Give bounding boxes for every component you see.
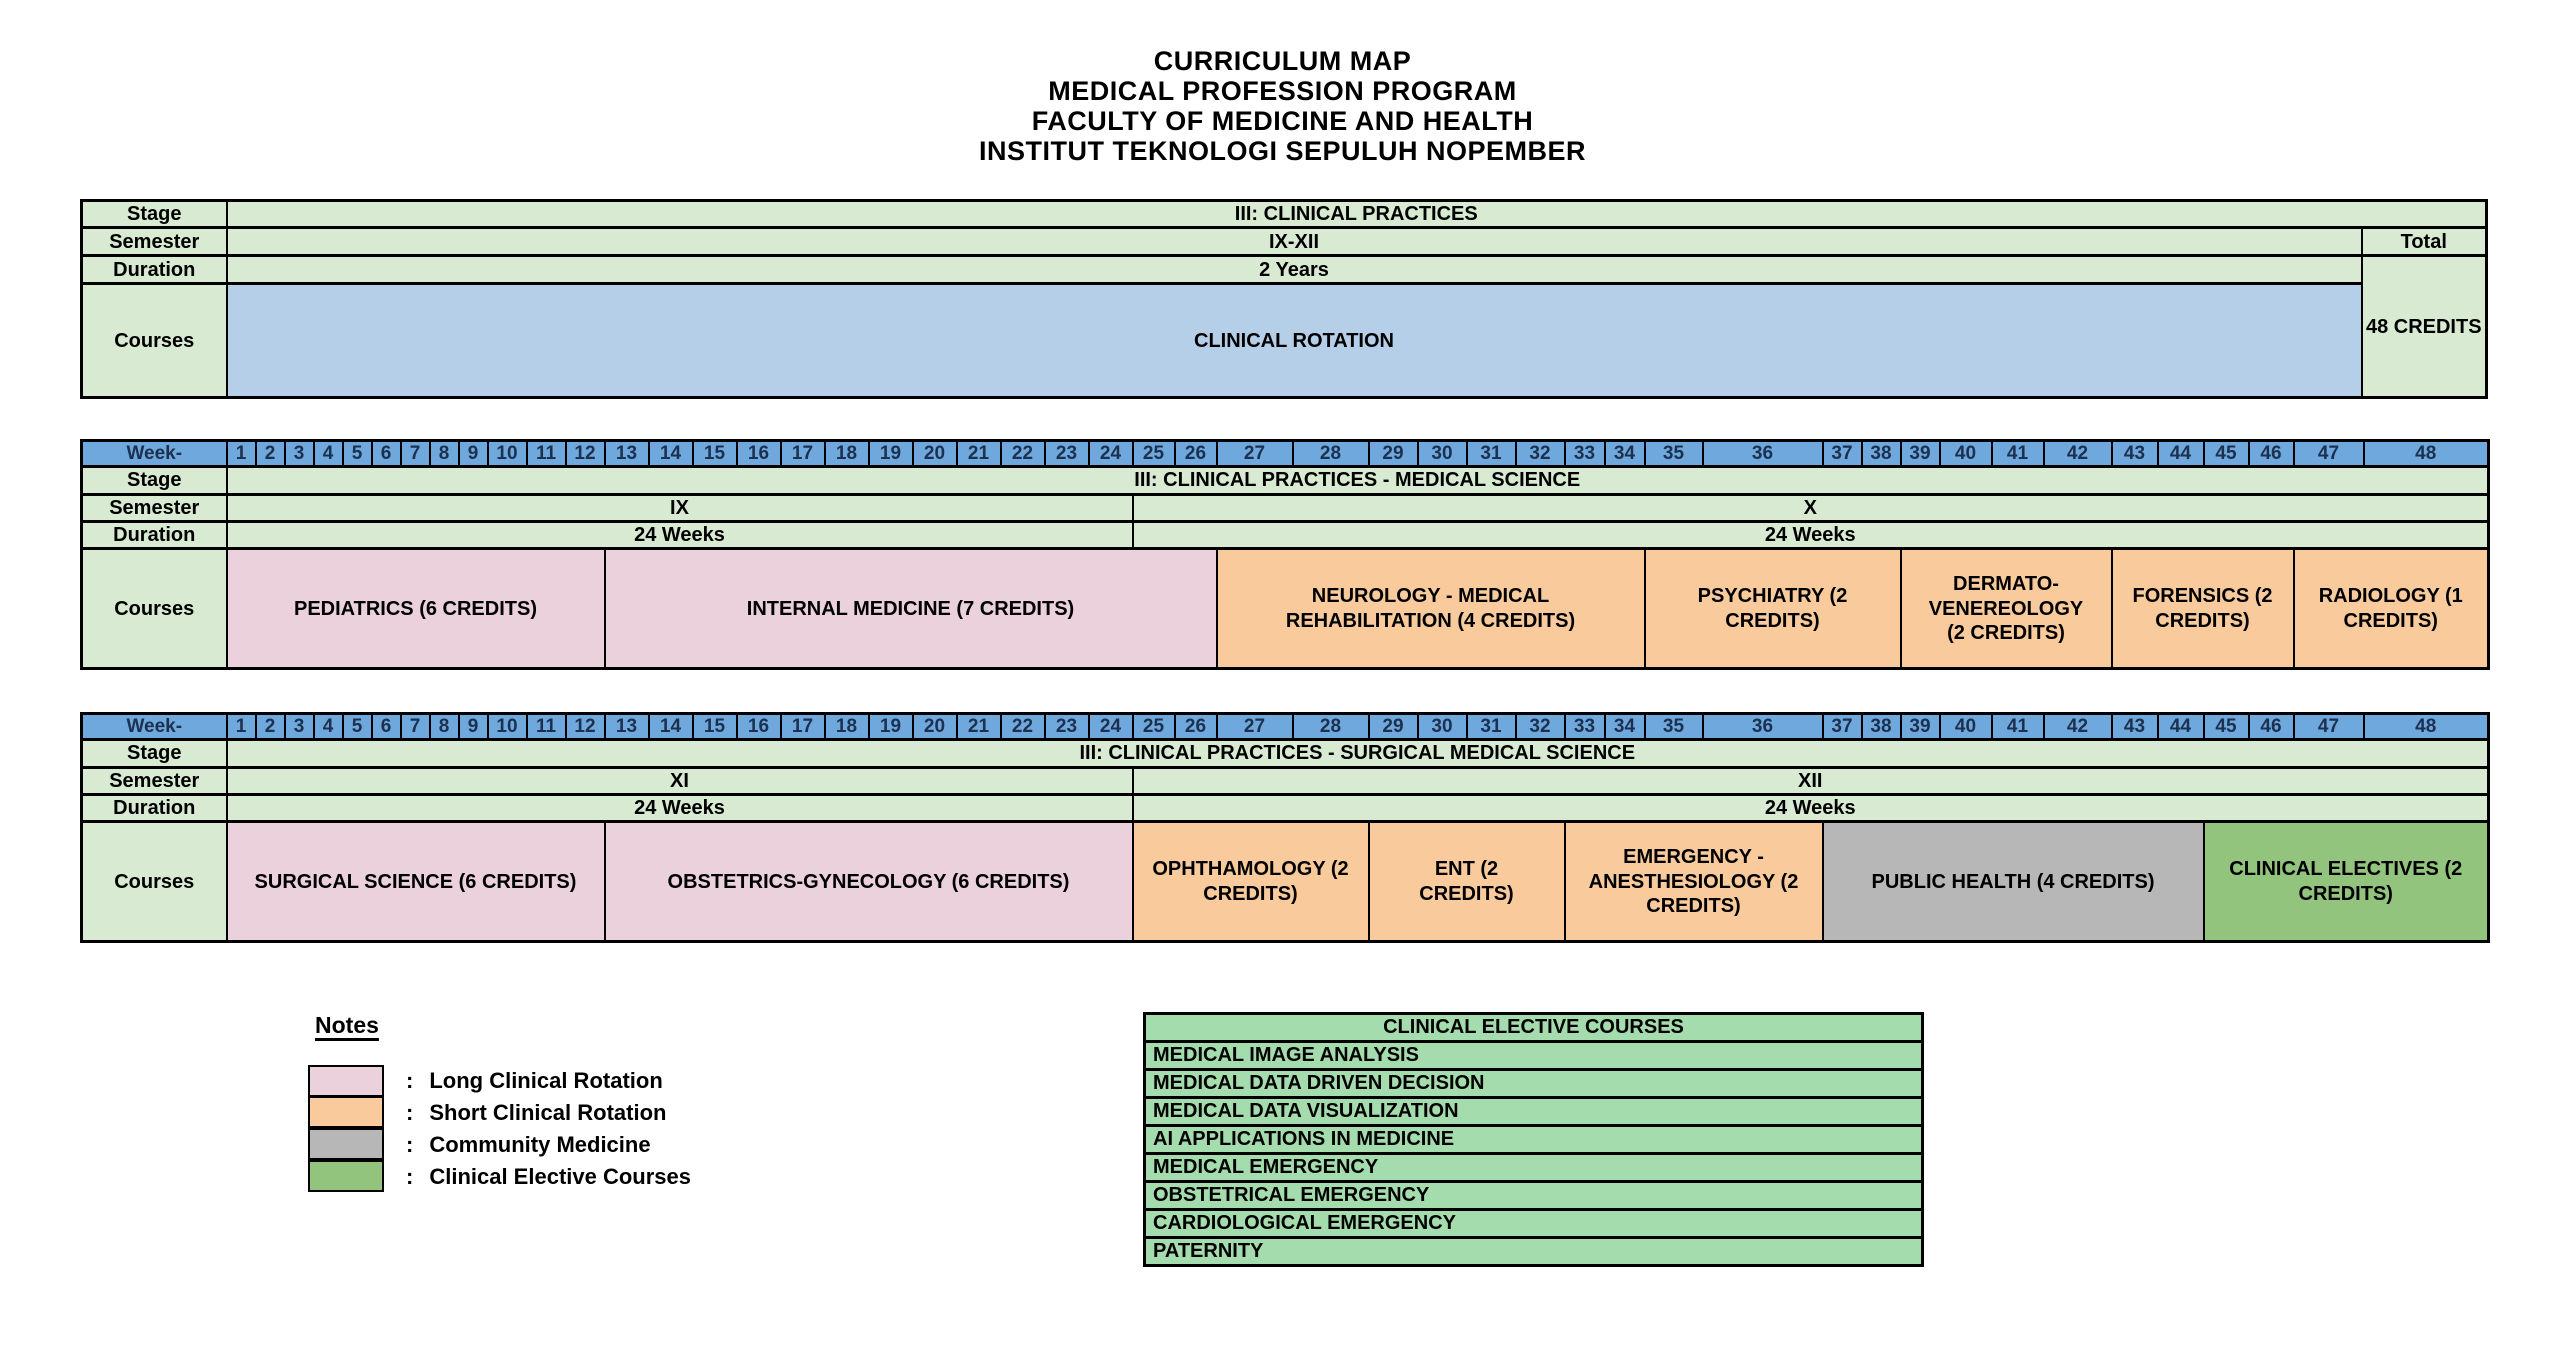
week-cell: 8 <box>430 714 459 740</box>
course-cell: NEUROLOGY - MEDICAL REHABILITATION (4 CREDITS) <box>1217 549 1645 669</box>
stage-row-label: Stage <box>82 467 227 494</box>
elective-table-header: CLINICAL ELECTIVE COURSES <box>1145 1014 1923 1042</box>
week-cell: 22 <box>1001 714 1045 740</box>
week-cell: 38 <box>1862 714 1901 740</box>
title-line-4: INSTITUT TEKNOLOGI SEPULUH NOPEMBER <box>978 136 1587 166</box>
week-cell: 10 <box>488 714 527 740</box>
week-cell: 21 <box>957 714 1001 740</box>
week-cell: 35 <box>1645 714 1703 740</box>
week-cell: 43 <box>2112 441 2158 467</box>
course-cell: ENT (2 CREDITS) <box>1369 822 1565 942</box>
week-cell: 42 <box>2044 714 2112 740</box>
week-cell: 29 <box>1369 441 1418 467</box>
title-line-3: FACULTY OF MEDICINE AND HEALTH <box>1031 106 1534 136</box>
week-cell: 2 <box>256 714 285 740</box>
week-cell: 4 <box>314 714 343 740</box>
week-cell: 3 <box>285 441 314 467</box>
week-cell: 33 <box>1565 714 1605 740</box>
week-cell: 6 <box>372 441 401 467</box>
week-cell: 40 <box>1940 441 1992 467</box>
week-cell: 47 <box>2294 441 2364 467</box>
week-cell: 45 <box>2204 441 2249 467</box>
stage-row-label: Stage <box>82 740 227 767</box>
week-cell: 19 <box>869 714 913 740</box>
week-cell: 31 <box>1467 714 1516 740</box>
week-cell: 12 <box>566 714 605 740</box>
week-cell: 40 <box>1940 714 1992 740</box>
course-cell: CLINICAL ELECTIVES (2 CREDITS) <box>2204 822 2489 942</box>
legend-label: Short Clinical Rotation <box>429 1100 667 1125</box>
week-cell: 15 <box>693 441 737 467</box>
elective-course-item: MEDICAL IMAGE ANALYSIS <box>1145 1042 1923 1070</box>
duration-value: 24 Weeks <box>227 521 1133 548</box>
week-cell: 30 <box>1418 441 1467 467</box>
week-cell: 23 <box>1045 714 1089 740</box>
legend-swatch-community_medicine <box>308 1128 384 1160</box>
courses-row-label: Courses <box>82 284 227 398</box>
title-line-2: MEDICAL PROFESSION PROGRAM <box>1048 76 1517 106</box>
week-cell: 35 <box>1645 441 1703 467</box>
week-cell: 7 <box>401 441 430 467</box>
stage-row-label: Stage <box>82 201 227 228</box>
semester-value: XI <box>227 767 1133 794</box>
stage-value: III: CLINICAL PRACTICES <box>227 201 2487 228</box>
legend-swatch-long_clinical_rotation <box>308 1065 384 1097</box>
week-cell: 23 <box>1045 441 1089 467</box>
legend-label: Clinical Elective Courses <box>429 1164 691 1189</box>
legend-item <box>308 1065 691 1097</box>
week-cell: 11 <box>527 441 566 467</box>
total-header: Total <box>2362 228 2487 256</box>
course-cell: DERMATO-VENEREOLOGY (2 CREDITS) <box>1901 549 2112 669</box>
week-cell: 4 <box>314 441 343 467</box>
week-cell: 25 <box>1133 714 1175 740</box>
duration-row-label: Duration <box>82 256 227 284</box>
week-cell: 26 <box>1175 441 1217 467</box>
week-cell: 2 <box>256 441 285 467</box>
duration-value: 24 Weeks <box>227 794 1133 821</box>
week-cell: 12 <box>566 441 605 467</box>
course-cell: OPHTHAMOLOGY (2 CREDITS) <box>1133 822 1369 942</box>
legend-swatch-short_clinical_rotation <box>308 1096 384 1128</box>
week-cell: 36 <box>1703 441 1823 467</box>
course-cell: RADIOLOGY (1 CREDITS) <box>2294 549 2489 669</box>
legend-colon: : <box>406 1068 414 1093</box>
elective-course-item: MEDICAL DATA DRIVEN DECISION <box>1145 1070 1923 1098</box>
week-cell: 45 <box>2204 714 2249 740</box>
week-cell: 29 <box>1369 714 1418 740</box>
week-cell: 16 <box>737 441 781 467</box>
course-cell: SURGICAL SCIENCE (6 CREDITS) <box>227 822 605 942</box>
week-cell: 32 <box>1516 441 1565 467</box>
course-cell: PEDIATRICS (6 CREDITS) <box>227 549 605 669</box>
week-cell: 37 <box>1823 441 1862 467</box>
week-row-label: Week- <box>82 714 227 740</box>
week-cell: 18 <box>825 441 869 467</box>
surgical-science-schedule-table <box>80 712 2490 943</box>
week-cell: 42 <box>2044 441 2112 467</box>
week-cell: 20 <box>913 714 957 740</box>
elective-course-item: AI APPLICATIONS IN MEDICINE <box>1145 1126 1923 1154</box>
semester-value: XII <box>1133 767 2489 794</box>
semester-value: IX-XII <box>227 228 2362 256</box>
week-cell: 1 <box>227 714 256 740</box>
stage-value: III: CLINICAL PRACTICES - MEDICAL SCIENCE <box>227 467 2489 494</box>
week-cell: 19 <box>869 441 913 467</box>
week-cell: 7 <box>401 714 430 740</box>
legend-item <box>308 1129 691 1161</box>
duration-value: 2 Years <box>227 256 2362 284</box>
legend-rows <box>308 1065 691 1193</box>
stage-value: III: CLINICAL PRACTICES - SURGICAL MEDICAL SCIENCE <box>227 740 2489 767</box>
notes-heading: Notes <box>315 1012 379 1038</box>
week-cell: 34 <box>1605 441 1645 467</box>
week-cell: 43 <box>2112 714 2158 740</box>
course-cell: PUBLIC HEALTH (4 CREDITS) <box>1823 822 2204 942</box>
week-cell: 44 <box>2158 714 2204 740</box>
week-cell: 32 <box>1516 714 1565 740</box>
week-cell: 48 <box>2364 714 2489 740</box>
week-row-label: Week- <box>82 441 227 467</box>
week-cell: 13 <box>605 441 649 467</box>
week-cell: 16 <box>737 714 781 740</box>
week-cell: 1 <box>227 441 256 467</box>
week-cell: 38 <box>1862 441 1901 467</box>
week-cell: 30 <box>1418 714 1467 740</box>
week-cell: 15 <box>693 714 737 740</box>
week-cell: 13 <box>605 714 649 740</box>
clinical-elective-courses-table <box>1143 1012 1924 1267</box>
document-title <box>80 46 2485 166</box>
week-cell: 9 <box>459 714 488 740</box>
week-cell: 48 <box>2364 441 2489 467</box>
week-cell: 27 <box>1217 714 1293 740</box>
elective-course-item: OBSTETRICAL EMERGENCY <box>1145 1182 1923 1210</box>
course-cell: OBSTETRICS-GYNECOLOGY (6 CREDITS) <box>605 822 1133 942</box>
week-cell: 9 <box>459 441 488 467</box>
week-cell: 28 <box>1293 714 1369 740</box>
week-cell: 33 <box>1565 441 1605 467</box>
week-cell: 36 <box>1703 714 1823 740</box>
week-cell: 20 <box>913 441 957 467</box>
course-cell: PSYCHIATRY (2 CREDITS) <box>1645 549 1901 669</box>
week-cell: 39 <box>1901 714 1940 740</box>
week-cell: 41 <box>1992 714 2044 740</box>
title-line-1: CURRICULUM MAP <box>1153 46 1412 76</box>
week-cell: 5 <box>343 441 372 467</box>
week-cell: 3 <box>285 714 314 740</box>
week-cell: 39 <box>1901 441 1940 467</box>
week-cell: 5 <box>343 714 372 740</box>
week-cell: 25 <box>1133 441 1175 467</box>
legend-label: Long Clinical Rotation <box>429 1068 663 1093</box>
duration-row-label: Duration <box>82 521 227 548</box>
elective-course-item: CARDIOLOGICAL EMERGENCY <box>1145 1210 1923 1238</box>
courses-row-label: Courses <box>82 549 227 669</box>
week-cell: 46 <box>2249 441 2294 467</box>
total-credits: 48 CREDITS <box>2362 256 2487 398</box>
week-cell: 41 <box>1992 441 2044 467</box>
duration-value: 24 Weeks <box>1133 521 2489 548</box>
week-cell: 10 <box>488 441 527 467</box>
elective-course-item: MEDICAL EMERGENCY <box>1145 1154 1923 1182</box>
week-cell: 26 <box>1175 714 1217 740</box>
week-cell: 31 <box>1467 441 1516 467</box>
legend-item <box>308 1097 691 1129</box>
legend-colon: : <box>406 1132 414 1157</box>
notes-legend <box>308 1012 691 1193</box>
week-cell: 21 <box>957 441 1001 467</box>
semester-row-label: Semester <box>82 494 227 521</box>
semester-value: X <box>1133 494 2489 521</box>
duration-row-label: Duration <box>82 794 227 821</box>
legend-colon: : <box>406 1164 414 1189</box>
legend-item <box>308 1161 691 1193</box>
semester-row-label: Semester <box>82 767 227 794</box>
week-cell: 14 <box>649 441 693 467</box>
week-cell: 24 <box>1089 441 1133 467</box>
clinical-rotation-cell: CLINICAL ROTATION <box>227 284 2362 398</box>
week-cell: 37 <box>1823 714 1862 740</box>
week-cell: 44 <box>2158 441 2204 467</box>
legend-swatch-clinical_elective <box>308 1160 384 1192</box>
week-cell: 46 <box>2249 714 2294 740</box>
week-cell: 24 <box>1089 714 1133 740</box>
week-cell: 27 <box>1217 441 1293 467</box>
semester-row-label: Semester <box>82 228 227 256</box>
week-cell: 22 <box>1001 441 1045 467</box>
week-cell: 14 <box>649 714 693 740</box>
week-cell: 6 <box>372 714 401 740</box>
week-cell: 28 <box>1293 441 1369 467</box>
duration-value: 24 Weeks <box>1133 794 2489 821</box>
semester-value: IX <box>227 494 1133 521</box>
week-cell: 8 <box>430 441 459 467</box>
week-cell: 17 <box>781 441 825 467</box>
legend-colon: : <box>406 1100 414 1125</box>
week-cell: 18 <box>825 714 869 740</box>
overview-table <box>80 199 2488 399</box>
course-cell: EMERGENCY - ANESTHESIOLOGY (2 CREDITS) <box>1565 822 1823 942</box>
courses-row-label: Courses <box>82 822 227 942</box>
week-cell: 17 <box>781 714 825 740</box>
elective-course-item: PATERNITY <box>1145 1238 1923 1266</box>
medical-science-schedule-table <box>80 439 2490 670</box>
week-cell: 11 <box>527 714 566 740</box>
course-cell: INTERNAL MEDICINE (7 CREDITS) <box>605 549 1217 669</box>
elective-course-item: MEDICAL DATA VISUALIZATION <box>1145 1098 1923 1126</box>
legend-label: Community Medicine <box>429 1132 651 1157</box>
week-cell: 34 <box>1605 714 1645 740</box>
week-cell: 47 <box>2294 714 2364 740</box>
course-cell: FORENSICS (2 CREDITS) <box>2112 549 2294 669</box>
